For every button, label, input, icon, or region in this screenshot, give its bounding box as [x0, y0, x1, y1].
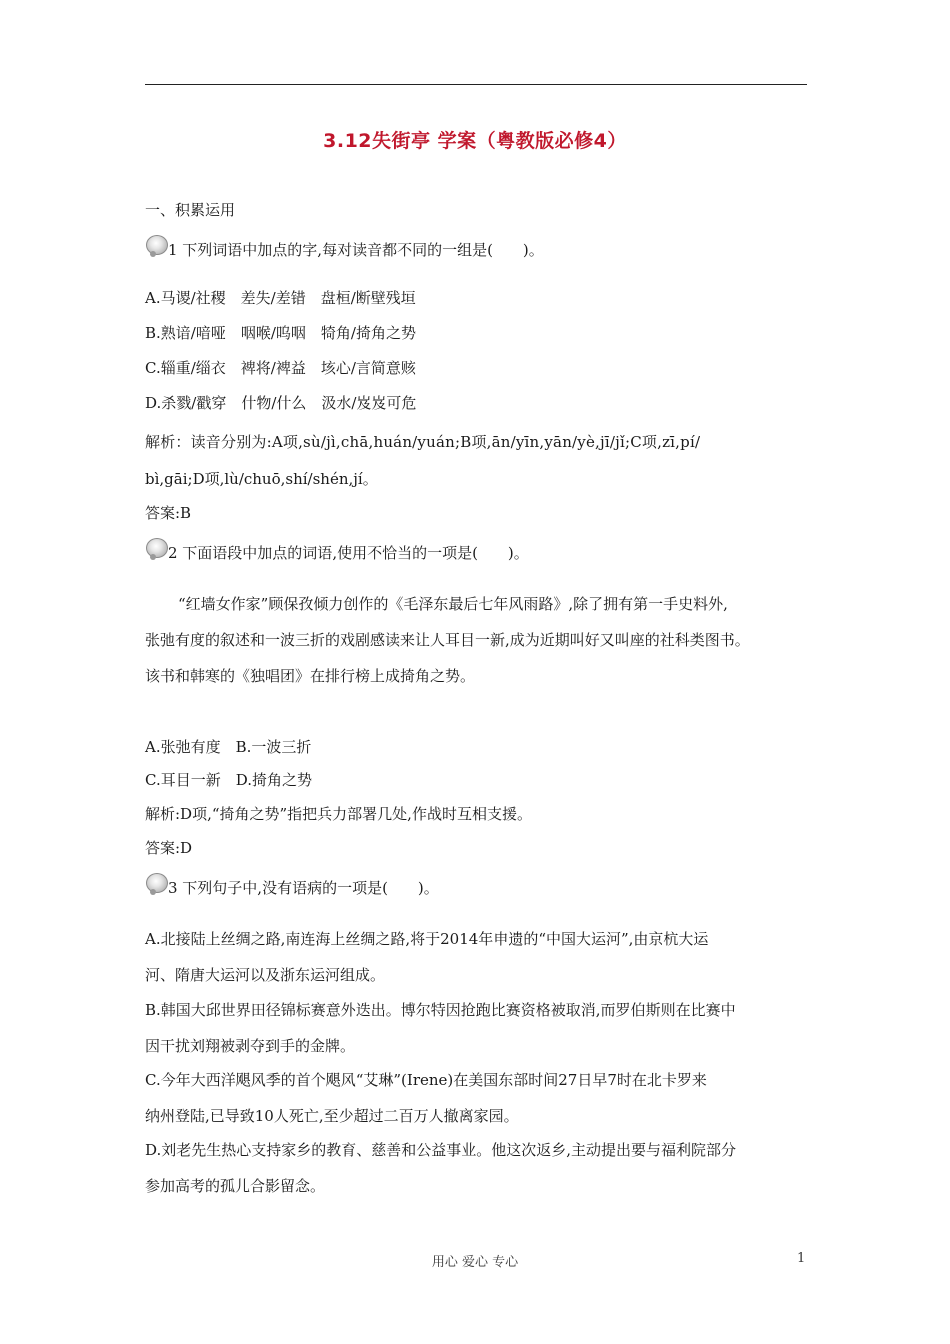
q1-option-b: B.熟谙/喑哑 咽喉/呜咽 犄角/掎角之势 — [145, 324, 416, 342]
q3-option-d-cont: 参加高考的孤儿合影留念。 — [145, 1177, 326, 1195]
q3-option-d: D.刘老先生热心支持家乡的教育、慈善和公益事业。他这次返乡,主动提出要与福利院部分 — [145, 1141, 737, 1159]
section-heading: 一、积累运用 — [145, 201, 236, 219]
q1-analysis-cont: bì,gāi;D项,lù/chuō,shí/shén,jí。 — [145, 470, 378, 488]
footer-text: 用心 爱心 专心 — [431, 1255, 519, 1270]
q2-answer: 答案:D — [145, 839, 193, 857]
q2-options: C.耳目一新 D.掎角之势 — [145, 771, 312, 789]
question-bubble-icon — [146, 873, 168, 893]
header-rule — [145, 84, 807, 85]
page-number: 1 — [797, 1251, 806, 1266]
q1-option-a: A.马谡/社稷 差失/差错 盘桓/断壁残垣 — [145, 289, 416, 307]
q1-analysis: 解析：读音分别为:A项,sù/jì,chā,huán/yuán;B项,ān/yīn,yān/yè,jī/jǐ;C项,zī,pí/ — [145, 433, 701, 451]
question-2-stem: 2 下面语段中加点的词语,使用不恰当的一项是( )。 — [168, 544, 529, 562]
q2-paragraph-line: “红墙女作家”顾保孜倾力创作的《毛泽东最后七年风雨路》,除了拥有第一手史料外, — [178, 595, 728, 613]
q1-option-c: C.辎重/缁衣 裨将/裨益 垓心/言简意赅 — [145, 359, 416, 377]
page-title: 3.12失街亭 学案（粤教版必修4） — [323, 130, 627, 152]
q2-paragraph-line: 该书和韩寒的《独唱团》在排行榜上成掎角之势。 — [145, 667, 476, 685]
q2-paragraph-line: 张弛有度的叙述和一波三折的戏剧感读来让人耳目一新,成为近期叫好又叫座的社科类图书。 — [145, 631, 750, 649]
question-1-stem: 1 下列词语中加点的字,每对读音都不同的一组是( )。 — [168, 241, 544, 259]
q1-answer: 答案:B — [145, 504, 192, 522]
q3-option-c-cont: 纳州登陆,已导致10人死亡,至少超过二百万人撤离家园。 — [145, 1107, 519, 1125]
question-3-stem: 3 下列句子中,没有语病的一项是( )。 — [168, 879, 439, 897]
q3-option-b-cont: 因干扰刘翔被剥夺到手的金牌。 — [145, 1037, 356, 1055]
q3-option-c: C.今年大西洋飓风季的首个飓风“艾琳”(Irene)在美国东部时间27日早7时在北卡罗来 — [145, 1071, 707, 1089]
q3-option-a-cont: 河、隋唐大运河以及浙东运河组成。 — [145, 966, 386, 984]
question-bubble-icon — [146, 538, 168, 558]
q2-analysis: 解析:D项,“掎角之势”指把兵力部署几处,作战时互相支援。 — [145, 805, 532, 823]
q3-option-b: B.韩国大邱世界田径锦标赛意外迭出。博尔特因抢跑比赛资格被取消,而罗伯斯则在比赛中 — [145, 1001, 736, 1019]
q2-options: A.张弛有度 B.一波三折 — [145, 738, 312, 756]
q3-option-a: A.北接陆上丝绸之路,南连海上丝绸之路,将于2014年申遗的“中国大运河”,由京杭大运 — [145, 930, 709, 948]
q1-option-d: D.杀戮/戳穿 什物/什么 汲水/岌岌可危 — [145, 394, 417, 412]
question-bubble-icon — [146, 235, 168, 255]
